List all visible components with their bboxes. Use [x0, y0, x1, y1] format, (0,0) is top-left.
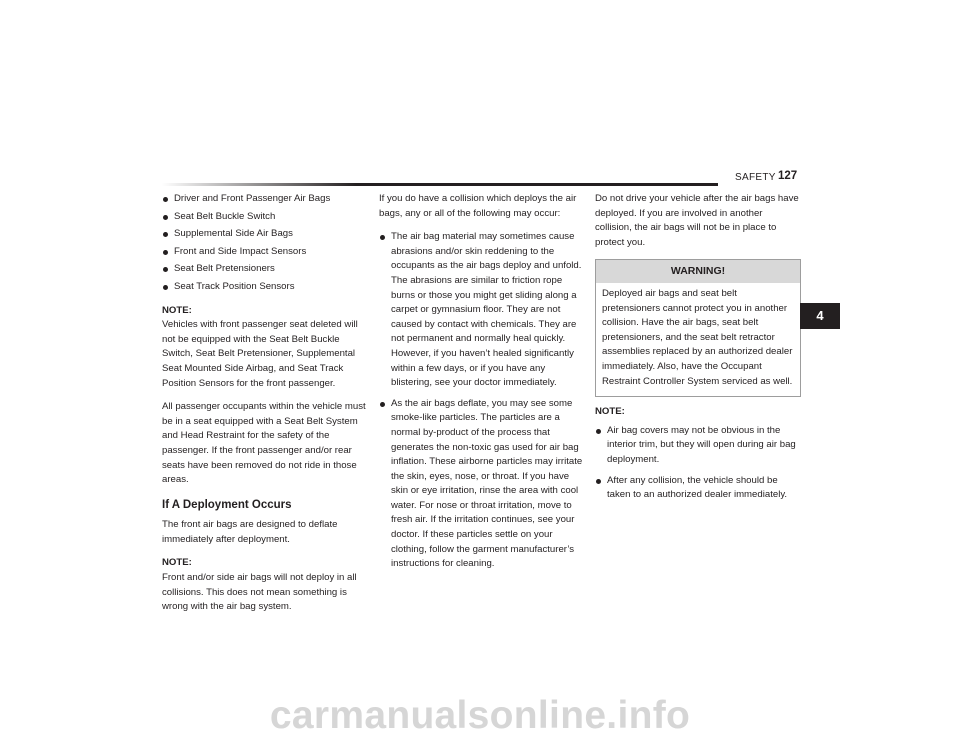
- list-item: Seat Belt Pretensioners: [162, 262, 370, 277]
- list-item: Front and Side Impact Sensors: [162, 245, 370, 260]
- list-item: Air bag covers may not be obvious in the interior trim, but they will open during air bag deployment.: [595, 424, 801, 468]
- column-1: [162, 192, 370, 624]
- section-title: SAFETY: [735, 172, 776, 183]
- page-header: [162, 170, 796, 190]
- bullet-icon: [163, 232, 168, 237]
- column-3: [595, 192, 801, 512]
- list-item: The air bag material may sometimes cause abrasions and/or skin reddening to the occupants as the air bags deploy and unfold. The abrasions are similar to friction rope burns or those you might get sliding along a carpet or gymnasium floor. They are not caused by contact with chemicals. They are not permanent and normally heal quickly. However, if you haven’t healed significantly within a few days, or if you have any blistering, see your doctor immediately.: [379, 230, 587, 391]
- list-item: Driver and Front Passenger Air Bags: [162, 192, 370, 207]
- watermark: carmanualsonline.info: [269, 694, 691, 737]
- list-item: Seat Belt Buckle Switch: [162, 210, 370, 225]
- bullet-icon: [163, 250, 168, 255]
- bullet-icon: [163, 267, 168, 272]
- effects-list: [379, 230, 587, 572]
- list-item: After any collision, the vehicle should be taken to an authorized dealer immediately.: [595, 474, 801, 503]
- page-number: 127: [778, 170, 798, 182]
- warning-title: WARNING!: [596, 260, 800, 283]
- list-item: As the air bags deflate, you may see some smoke-like particles. The particles are a normal by-product of the process that generates the non-toxic gas used for air bag inflation. These airborne particles may irritate the skin, eyes, nose, or throat. If you have skin or eye irritation, rinse the area with cool water. For nose or throat irritation, move to fresh air. If the irritation continues, see your doctor. If these particles settle on your clothing, follow the garment manufacturer’s instructions for cleaning.: [379, 397, 587, 572]
- header-rule: [162, 183, 718, 186]
- bullet-icon: [380, 402, 385, 407]
- list-item: Seat Track Position Sensors: [162, 280, 370, 295]
- bullet-icon: [380, 235, 385, 240]
- bullet-icon: [596, 479, 601, 484]
- warning-text: Deployed air bags and seat belt pretensioners cannot protect you in another collision. Have the air bags, seat belt pretensioners, and the seat belt retractor assemblies replaced by an authorized dealer immediately. Also, have the Occupant Restraint Controller System serviced as well.: [602, 287, 793, 387]
- section-heading: If A Deployment Occurs: [162, 498, 292, 511]
- note-label: NOTE:: [162, 557, 192, 569]
- list-item: Supplemental Side Air Bags: [162, 227, 370, 242]
- note-text: Vehicles with front passenger seat deleted will not be equipped with the Seat Belt Buckle Switch, Seat Belt Pretensioner, Supplemental Seat Mounted Side Airbag, and Seat Track Position Sensors for the front passenger.: [162, 319, 358, 389]
- deflate-paragraph: The front air bags are designed to deflate immediately after deployment.: [162, 519, 338, 545]
- chapter-tab: 4: [800, 303, 840, 329]
- warning-box: [595, 259, 801, 397]
- components-list: [162, 192, 370, 295]
- bullet-icon: [163, 285, 168, 290]
- note-list: [595, 424, 801, 503]
- note-label: NOTE:: [162, 304, 192, 316]
- intro-paragraph: If you do have a collision which deploys the air bags, any or all of the following may occur:: [379, 193, 577, 219]
- intro-paragraph: Do not drive your vehicle after the air bags have deployed. If you are involved in another collision, the air bags will not be in place to protect you.: [595, 193, 799, 248]
- column-2: [379, 192, 587, 581]
- bullet-icon: [163, 197, 168, 202]
- bullet-icon: [163, 215, 168, 220]
- bullet-icon: [596, 429, 601, 434]
- note-label: NOTE:: [595, 406, 625, 418]
- note-text: Front and/or side air bags will not deploy in all collisions. This does not mean something is wrong with the air bag system.: [162, 572, 357, 613]
- occupants-paragraph: All passenger occupants within the vehicle must be in a seat equipped with a Seat Belt System and Head Restraint for the safety of the passenger. If the front passenger and/or rear seats have been removed do not ride in those areas.: [162, 401, 366, 486]
